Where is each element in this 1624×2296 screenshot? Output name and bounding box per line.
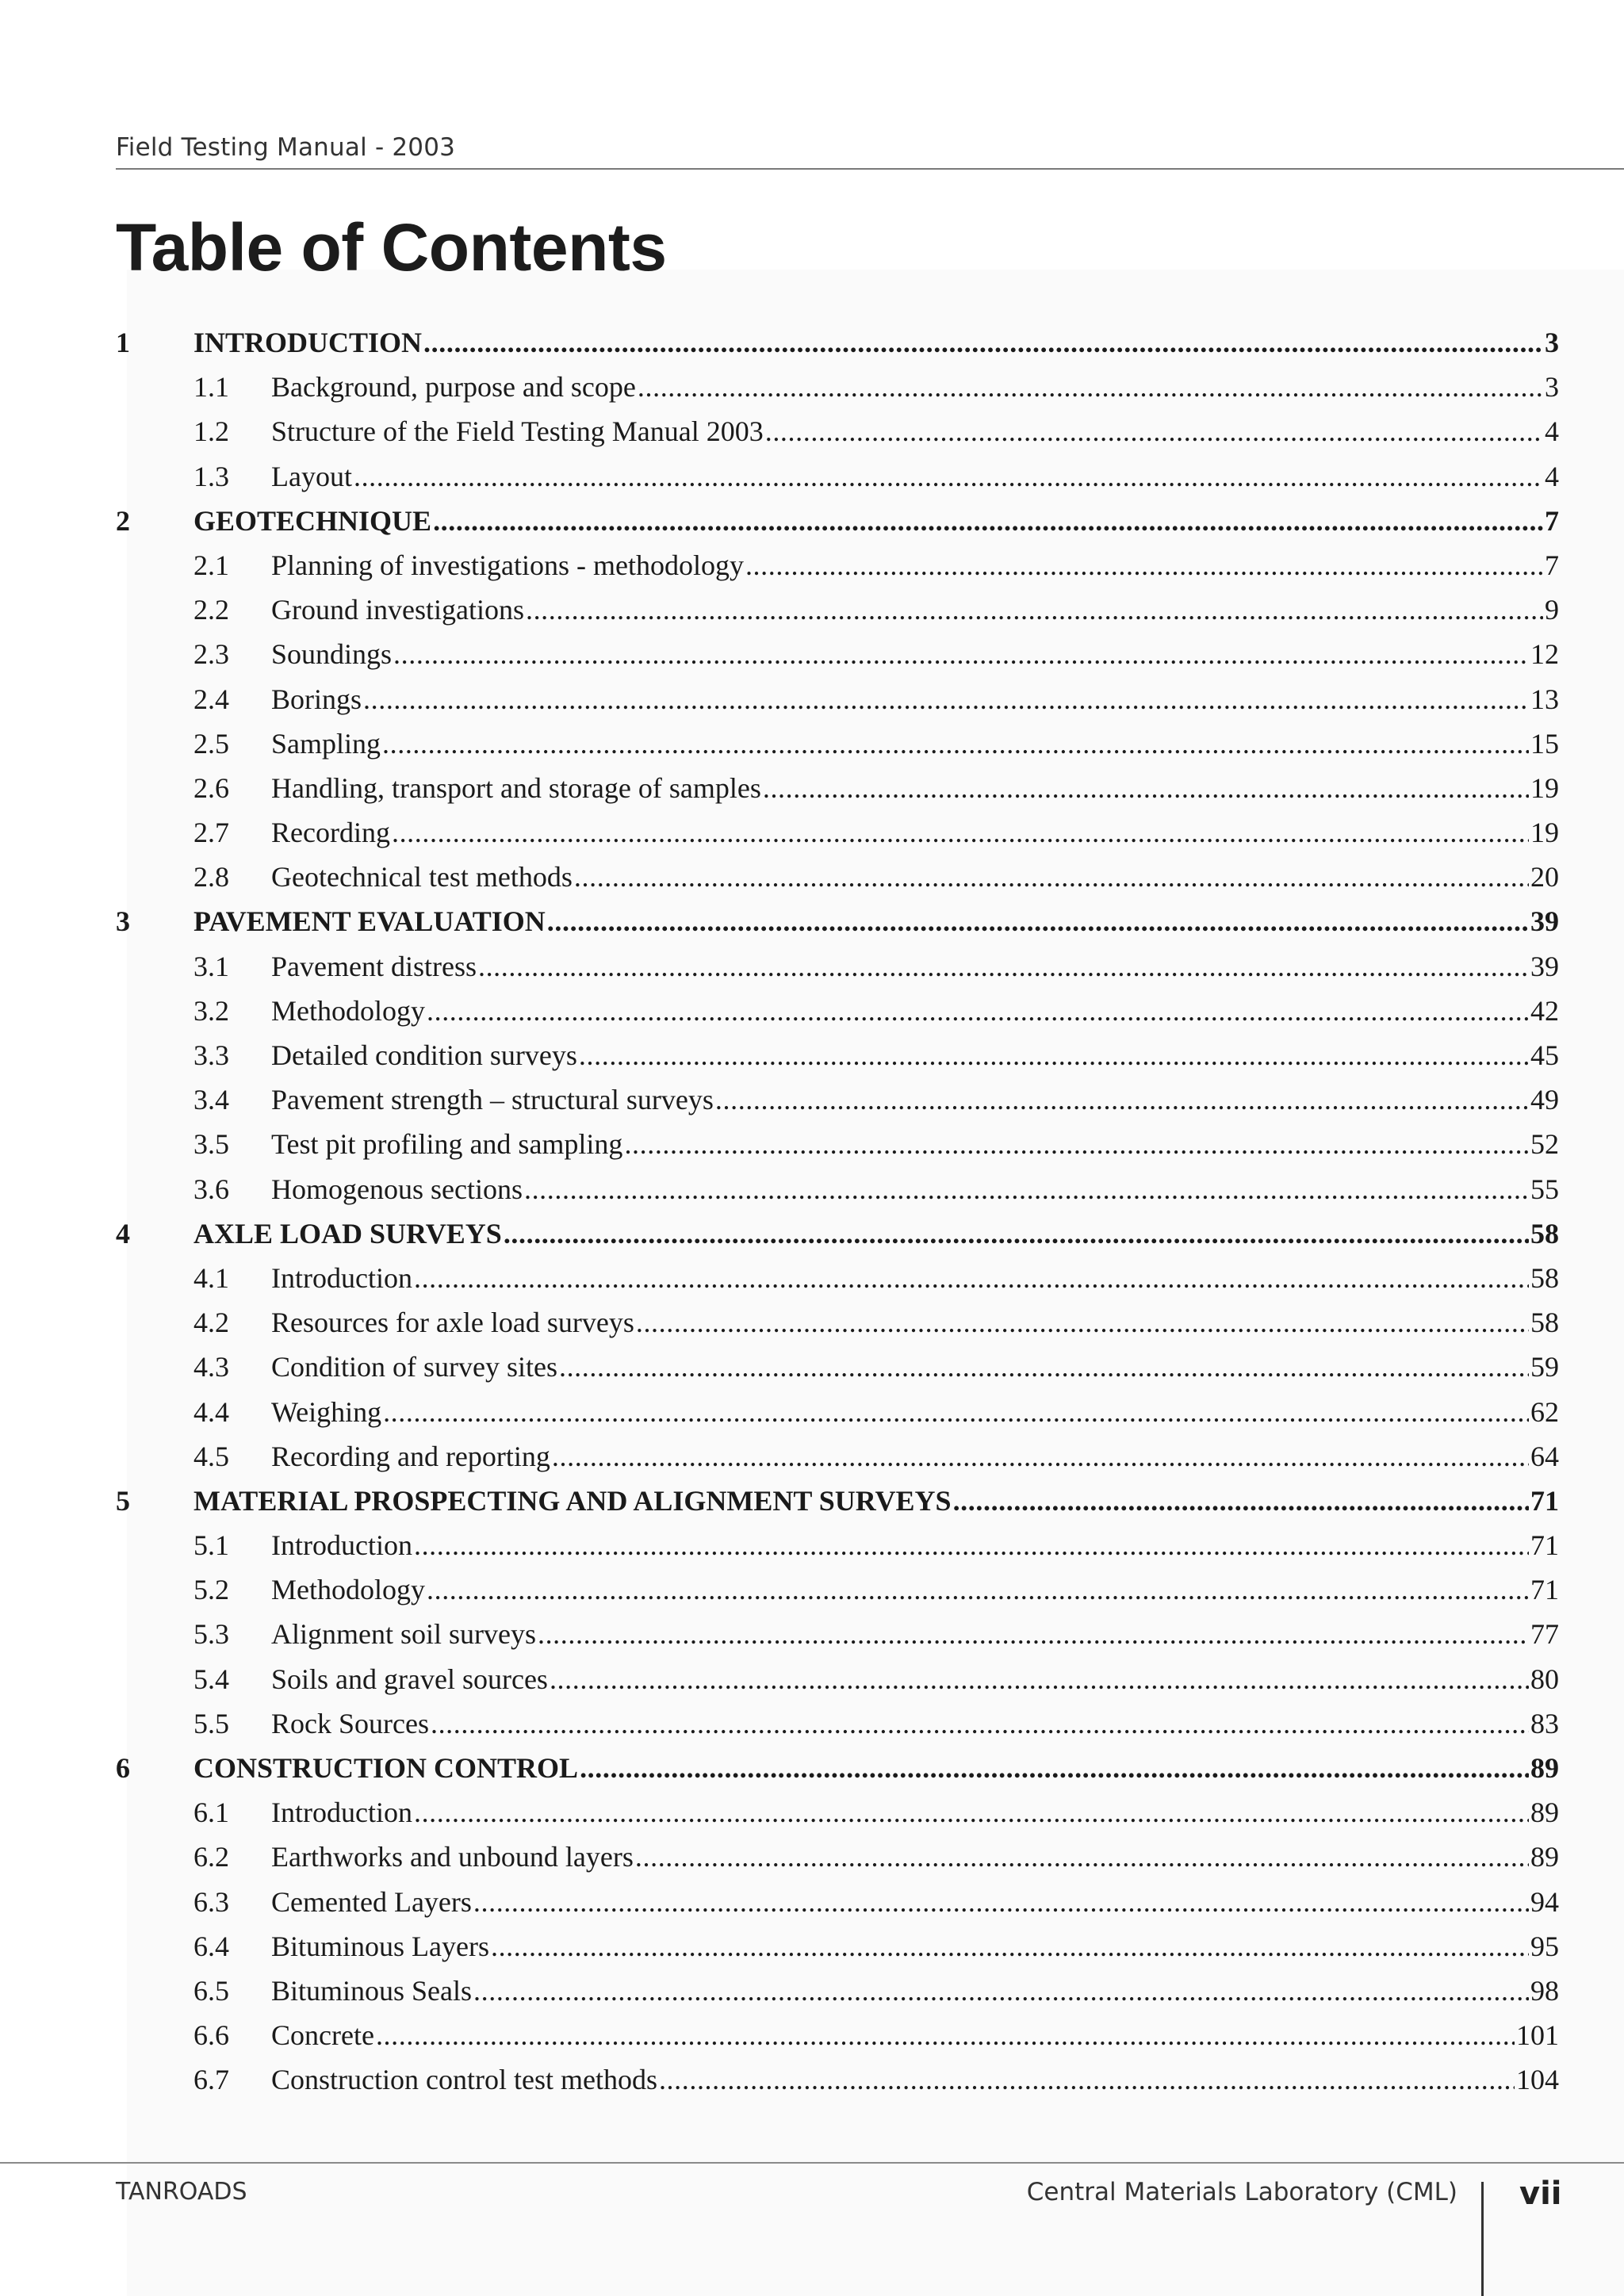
toc-entry-title: Layout: [271, 460, 352, 492]
toc-section-entry[interactable]: [116, 1523, 1559, 1567]
toc-section-entry[interactable]: [116, 766, 1559, 810]
toc-section-entry[interactable]: [116, 2057, 1559, 2102]
toc-section-entry[interactable]: [116, 1300, 1559, 1345]
toc-entry-title: Introduction: [271, 1529, 412, 1562]
toc-entry-title: Geotechnical test methods: [271, 861, 573, 894]
toc-entry-page: 89: [1530, 1752, 1559, 1784]
toc-entry-number: 3.6: [193, 1173, 229, 1205]
toc-chapter-entry[interactable]: [116, 320, 1559, 365]
toc-dot-leader: [491, 1924, 1529, 1969]
toc-entry-number: 2.7: [193, 817, 229, 849]
footer-publisher: TANROADS: [116, 2178, 247, 2206]
toc-section-entry[interactable]: [116, 454, 1559, 499]
toc-section-entry[interactable]: [116, 587, 1559, 632]
toc-section-entry[interactable]: [116, 677, 1559, 721]
toc-entry-title: Recording: [271, 817, 390, 849]
toc-dot-leader: [538, 1612, 1529, 1656]
toc-entry-title: Ground investigations: [271, 594, 524, 626]
toc-section-entry[interactable]: [116, 1256, 1559, 1300]
footer-rule: [0, 2162, 1624, 2164]
toc-section-entry[interactable]: [116, 409, 1559, 453]
toc-section-entry[interactable]: [116, 1434, 1559, 1479]
toc-section-entry[interactable]: [116, 1880, 1559, 1924]
toc-dot-leader: [550, 1657, 1529, 1701]
toc-entry-number: 2.8: [193, 861, 229, 894]
toc-chapter-entry[interactable]: [116, 899, 1559, 943]
toc-dot-leader: [414, 1256, 1529, 1300]
toc-entry-page: 45: [1530, 1039, 1559, 1071]
toc-entry-page: 101: [1516, 2019, 1559, 2052]
footer-divider: [1481, 2182, 1484, 2296]
toc-entry-page: 7: [1545, 549, 1559, 581]
toc-dot-leader: [715, 1077, 1529, 1122]
toc-entry-number: 6: [116, 1752, 130, 1784]
toc-chapter-entry[interactable]: [116, 1211, 1559, 1256]
toc-section-entry[interactable]: [116, 1657, 1559, 1701]
toc-chapter-entry[interactable]: [116, 499, 1559, 543]
toc-entry-page: 58: [1530, 1307, 1559, 1339]
toc-dot-leader: [635, 1835, 1529, 1879]
toc-entry-title: Alignment soil surveys: [271, 1618, 536, 1651]
toc-entry-page: 4: [1545, 415, 1559, 448]
toc-dot-leader: [473, 1969, 1529, 2013]
toc-section-entry[interactable]: [116, 1790, 1559, 1835]
toc-entry-number: 3: [116, 905, 130, 938]
toc-entry-page: 77: [1530, 1618, 1559, 1651]
toc-entry-number: 5.2: [193, 1574, 229, 1606]
toc-entry-number: 6.1: [193, 1797, 229, 1829]
toc-section-entry[interactable]: [116, 1033, 1559, 1077]
toc-entry-number: 4.4: [193, 1395, 229, 1428]
toc-entry-title: Homogenous sections: [271, 1173, 523, 1205]
toc-entry-title: Earthworks and unbound layers: [271, 1841, 634, 1873]
toc-entry-page: 89: [1530, 1797, 1559, 1829]
toc-entry-number: 6.6: [193, 2019, 229, 2052]
toc-section-entry[interactable]: [116, 1701, 1559, 1746]
toc-entry-number: 3.3: [193, 1039, 229, 1071]
toc-entry-number: 5.4: [193, 1663, 229, 1695]
toc-section-entry[interactable]: [116, 1345, 1559, 1389]
toc-entry-title: GEOTECHNIQUE: [193, 504, 432, 537]
toc-entry-title: INTRODUCTION: [193, 327, 423, 358]
toc-entry-title: Rock Sources: [271, 1707, 429, 1739]
toc-entry-number: 4.5: [193, 1440, 229, 1472]
toc-entry-title: Detailed condition surveys: [271, 1039, 577, 1071]
toc-dot-leader: [382, 721, 1529, 766]
toc-dot-leader: [547, 899, 1529, 943]
toc-entry-page: 58: [1530, 1217, 1559, 1249]
toc-section-entry[interactable]: [116, 1167, 1559, 1211]
toc-dot-leader: [580, 1746, 1529, 1790]
toc-entry-title: Bituminous Layers: [271, 1930, 489, 1962]
toc-entry-page: 19: [1530, 771, 1559, 804]
toc-entry-page: 58: [1530, 1261, 1559, 1294]
toc-dot-leader: [559, 1345, 1529, 1389]
toc-dot-leader: [433, 499, 1543, 543]
toc-dot-leader: [392, 810, 1529, 855]
toc-entry-title: Introduction: [271, 1261, 412, 1294]
toc-entry-page: 83: [1530, 1707, 1559, 1739]
toc-entry-title: Soundings: [271, 638, 393, 671]
toc-dot-leader: [431, 1701, 1529, 1746]
toc-entry-page: 59: [1530, 1351, 1559, 1383]
toc-entry-title: PAVEMENT EVALUATION: [193, 905, 546, 938]
toc-dot-leader: [414, 1523, 1529, 1567]
toc-chapter-entry[interactable]: [116, 1479, 1559, 1523]
toc-dot-leader: [745, 543, 1543, 587]
toc-entry-page: 7: [1545, 504, 1559, 537]
toc-dot-leader: [659, 2057, 1515, 2102]
toc-entry-title: Introduction: [271, 1797, 412, 1829]
toc-entry-title: MATERIAL PROSPECTING AND ALIGNMENT SURVEYS: [193, 1484, 952, 1517]
toc-entry-number: 2.6: [193, 771, 229, 804]
toc-entry-page: 52: [1530, 1128, 1559, 1161]
toc-dot-leader: [427, 1567, 1529, 1612]
toc-entry-number: 6.2: [193, 1841, 229, 1873]
toc-entry-page: 104: [1516, 2064, 1559, 2096]
toc-dot-leader: [423, 320, 1543, 365]
toc-entry-number: 6.4: [193, 1930, 229, 1962]
toc-entry-number: 5.5: [193, 1707, 229, 1739]
toc-section-entry[interactable]: [116, 810, 1559, 855]
toc-entry-number: 3.1: [193, 950, 229, 982]
toc-entry-title: CONSTRUCTION CONTROL: [193, 1752, 579, 1784]
toc-entry-title: Structure of the Field Testing Manual 2003: [271, 415, 764, 448]
toc-section-entry[interactable]: [116, 1924, 1559, 1969]
toc-dot-leader: [765, 409, 1543, 453]
toc-dot-leader: [478, 944, 1529, 989]
toc-entry-number: 3.5: [193, 1128, 229, 1161]
toc-entry-title: Condition of survey sites: [271, 1351, 557, 1383]
toc-dot-leader: [363, 677, 1529, 721]
toc-entry-title: Handling, transport and storage of samples: [271, 771, 761, 804]
toc-entry-title: Methodology: [271, 1574, 425, 1606]
toc-entry-number: 5.3: [193, 1618, 229, 1651]
toc-entry-number: 3.2: [193, 994, 229, 1027]
toc-entry-page: 71: [1530, 1484, 1559, 1517]
toc-dot-leader: [638, 365, 1543, 409]
toc-entry-page: 3: [1545, 327, 1559, 358]
toc-section-entry[interactable]: [116, 365, 1559, 409]
toc-entry-title: Concrete: [271, 2019, 374, 2052]
toc-entry-number: 4.2: [193, 1307, 229, 1339]
toc-entry-page: 20: [1530, 861, 1559, 894]
toc-entry-page: 12: [1530, 638, 1559, 671]
toc-dot-leader: [383, 1390, 1529, 1434]
toc-section-entry[interactable]: [116, 1077, 1559, 1122]
toc-dot-leader: [354, 454, 1543, 499]
toc-entry-page: 55: [1530, 1173, 1559, 1205]
toc-dot-leader: [526, 587, 1543, 632]
toc-entry-number: 1: [116, 327, 130, 358]
toc-dot-leader: [636, 1300, 1529, 1345]
toc-dot-leader: [414, 1790, 1529, 1835]
toc-entry-number: 2.2: [193, 594, 229, 626]
toc-dot-leader: [427, 989, 1529, 1033]
toc-entry-page: 89: [1530, 1841, 1559, 1873]
toc-entry-page: 13: [1530, 683, 1559, 715]
footer-department: Central Materials Laboratory (CML): [1026, 2178, 1457, 2206]
toc-dot-leader: [552, 1434, 1529, 1479]
toc-section-entry[interactable]: [116, 632, 1559, 676]
toc-entry-number: 1.3: [193, 460, 229, 492]
toc-entry-title: Test pit profiling and sampling: [271, 1128, 623, 1161]
toc-entry-page: 39: [1530, 905, 1559, 938]
toc-entry-number: 2.5: [193, 727, 229, 760]
toc-section-entry[interactable]: [116, 944, 1559, 989]
toc-entry-title: Construction control test methods: [271, 2064, 657, 2096]
toc-entry-page: 95: [1530, 1930, 1559, 1962]
table-of-contents: [116, 320, 1559, 2103]
toc-entry-page: 71: [1530, 1529, 1559, 1562]
toc-entry-number: 2.1: [193, 549, 229, 581]
toc-section-entry[interactable]: [116, 1567, 1559, 1612]
toc-entry-title: Bituminous Seals: [271, 1974, 473, 2007]
toc-entry-number: 1.2: [193, 415, 229, 448]
running-header: Field Testing Manual - 2003: [116, 133, 456, 162]
toc-entry-title: Methodology: [271, 994, 425, 1027]
toc-entry-title: AXLE LOAD SURVEYS: [193, 1217, 502, 1249]
toc-entry-page: 42: [1530, 994, 1559, 1027]
toc-entry-number: 4.1: [193, 1261, 229, 1294]
toc-section-entry[interactable]: [116, 1612, 1559, 1656]
toc-entry-page: 49: [1530, 1084, 1559, 1116]
toc-entry-number: 4.3: [193, 1351, 229, 1383]
toc-entry-page: 39: [1530, 950, 1559, 982]
toc-section-entry[interactable]: [116, 721, 1559, 766]
toc-entry-page: 4: [1545, 460, 1559, 492]
toc-entry-page: 19: [1530, 817, 1559, 849]
toc-entry-title: Pavement strength – structural surveys: [271, 1084, 714, 1116]
toc-chapter-entry[interactable]: [116, 1746, 1559, 1790]
toc-entry-title: Planning of investigations - methodology: [271, 549, 744, 581]
toc-section-entry[interactable]: [116, 1390, 1559, 1434]
toc-entry-title: Pavement distress: [271, 950, 477, 982]
toc-entry-number: 6.3: [193, 1885, 229, 1918]
page-number: vii: [1519, 2175, 1562, 2212]
toc-dot-leader: [376, 2013, 1515, 2057]
toc-dot-leader: [579, 1033, 1529, 1077]
toc-section-entry[interactable]: [116, 1969, 1559, 2013]
toc-entry-page: 71: [1530, 1574, 1559, 1606]
toc-dot-leader: [763, 766, 1529, 810]
toc-entry-page: 15: [1530, 727, 1559, 760]
toc-entry-title: Recording and reporting: [271, 1440, 550, 1472]
toc-entry-number: 1.1: [193, 371, 229, 404]
toc-entry-number: 5.1: [193, 1529, 229, 1562]
toc-entry-title: Soils and gravel sources: [271, 1663, 548, 1695]
toc-entry-title: Sampling: [271, 727, 381, 760]
header-rule: [116, 168, 1624, 170]
toc-section-entry[interactable]: [116, 2013, 1559, 2057]
toc-section-entry[interactable]: [116, 1122, 1559, 1166]
toc-entry-page: 94: [1530, 1885, 1559, 1918]
toc-entry-number: 5: [116, 1484, 130, 1517]
toc-entry-number: 2.4: [193, 683, 229, 715]
toc-entry-number: 6.5: [193, 1974, 229, 2007]
toc-entry-number: 4: [116, 1217, 130, 1249]
toc-dot-leader: [574, 855, 1529, 899]
toc-section-entry[interactable]: [116, 989, 1559, 1033]
toc-section-entry[interactable]: [116, 543, 1559, 587]
toc-entry-page: 3: [1545, 371, 1559, 404]
toc-dot-leader: [504, 1211, 1529, 1256]
toc-dot-leader: [524, 1167, 1529, 1211]
toc-entry-title: Borings: [271, 683, 362, 715]
toc-section-entry[interactable]: [116, 855, 1559, 899]
toc-entry-page: 64: [1530, 1440, 1559, 1472]
toc-dot-leader: [953, 1479, 1529, 1523]
toc-entry-page: 98: [1530, 1974, 1559, 2007]
page-title: Table of Contents: [116, 210, 667, 285]
toc-entry-number: 2: [116, 504, 130, 537]
toc-dot-leader: [624, 1122, 1529, 1166]
toc-entry-title: Weighing: [271, 1395, 382, 1428]
toc-entry-page: 62: [1530, 1395, 1559, 1428]
toc-entry-page: 9: [1545, 594, 1559, 626]
toc-dot-leader: [473, 1880, 1529, 1924]
toc-entry-number: 3.4: [193, 1084, 229, 1116]
toc-entry-title: Cemented Layers: [271, 1885, 472, 1918]
toc-entry-title: Resources for axle load surveys: [271, 1307, 634, 1339]
toc-entry-page: 80: [1530, 1663, 1559, 1695]
toc-entry-number: 6.7: [193, 2064, 229, 2096]
toc-section-entry[interactable]: [116, 1835, 1559, 1879]
toc-entry-title: Background, purpose and scope: [271, 371, 636, 404]
toc-entry-number: 2.3: [193, 638, 229, 671]
toc-dot-leader: [393, 632, 1529, 676]
